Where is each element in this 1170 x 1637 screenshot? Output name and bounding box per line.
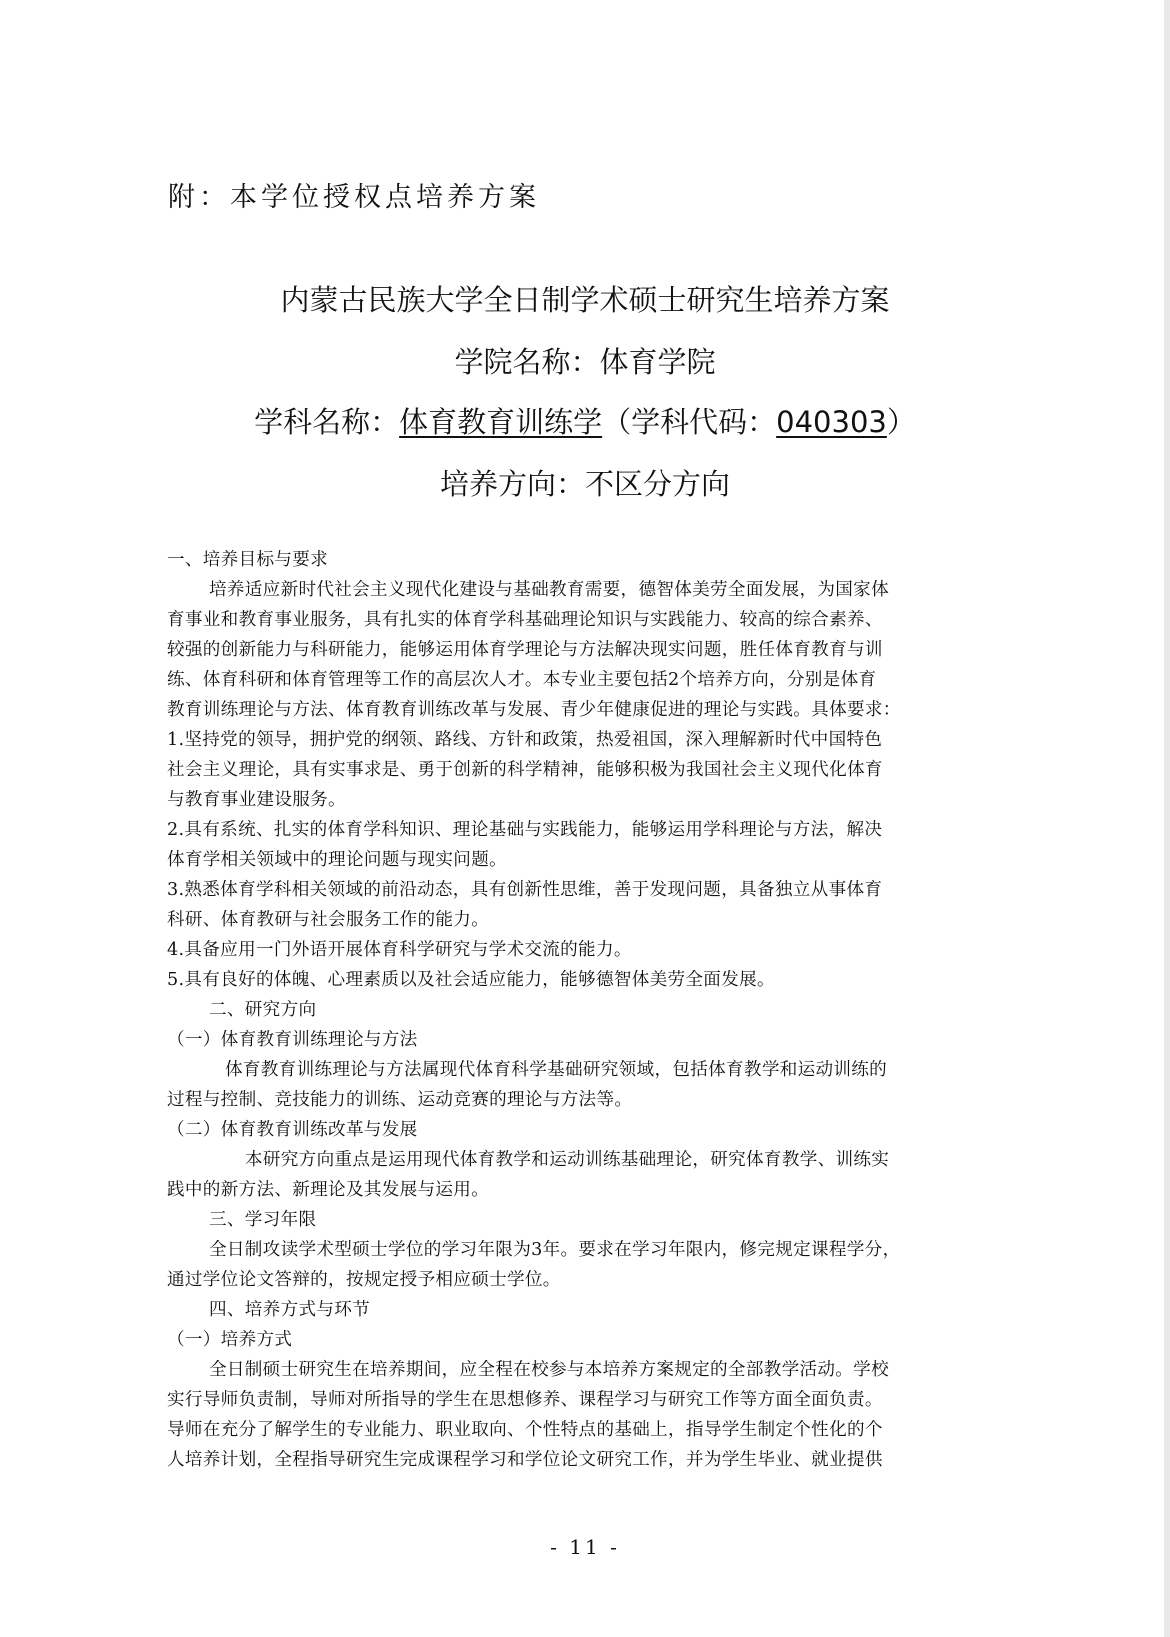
page-edge-shadow [1164, 0, 1170, 1637]
discipline-code-suffix: ） [886, 405, 916, 439]
discipline-line [0, 400, 1170, 444]
paragraph-line: 教育训练理论与方法、体育教育训练改革与发展、青少年健康促进的理论与实践。具体要求： [167, 700, 901, 720]
paragraph-line: 体育教育训练理论与方法属现代体育科学基础研究领域，包括体育教学和运动训练的 [225, 1060, 888, 1080]
section-2-sub-2-title: （二）体育教育训练改革与发展 [167, 1120, 418, 1140]
paragraph-line: 培养适应新时代社会主义现代化建设与基础教育需要，德智体美劳全面发展，为国家体 [209, 580, 889, 600]
college-name: 学院名称：体育学院 [454, 345, 716, 379]
section-2-sub-1-text [167, 1055, 1030, 1115]
paragraph-line: 本研究方向重点是运用现代体育教学和运动训练基础理论，研究体育教学、训练实 [245, 1150, 890, 1170]
paragraph-line: 2.具有系统、扎实的体育学科知识、理论基础与实践能力，能够运用学科理论与方法，解决 [167, 820, 883, 840]
paragraph-line: 与教育事业建设服务。 [167, 790, 346, 810]
section-2-sub-2-text [167, 1145, 1030, 1205]
training-direction: 培养方向：不区分方向 [439, 467, 730, 501]
paragraph-line: 科研、体育教研与社会服务工作的能力。 [167, 910, 490, 930]
document-body [167, 545, 1030, 1475]
paragraph-line: 社会主义理论，具有实事求是、勇于创新的科学精神，能够积极为我国社会主义现代化体育 [167, 760, 883, 780]
section-4-sub-1-title: （一）培养方式 [167, 1330, 293, 1350]
paragraph-line: 通过学位论文答辩的，按规定授予相应硕士学位。 [167, 1270, 561, 1290]
appendix-title: 附：本学位授权点培养方案 [168, 182, 540, 213]
paragraph-line: 较强的创新能力与科研能力，能够运用体育学理论与方法解决现实问题，胜任体育教育与训 [167, 640, 883, 660]
section-2-sub-1-title: （一）体育教育训练理论与方法 [167, 1030, 418, 1050]
paragraph-line: 导师在充分了解学生的专业能力、职业取向、个性特点的基础上，指导学生制定个性化的个 [167, 1420, 883, 1440]
paragraph-line: 人培养计划，全程指导研究生完成课程学习和学位论文研究工作，并为学生毕业、就业提供 [167, 1450, 883, 1470]
discipline-code: 040303 [776, 405, 887, 439]
requirement-item-4: 4.具备应用一门外语开展体育科学研究与学术交流的能力。 [167, 940, 632, 960]
section-1-title: 一、培养目标与要求 [167, 550, 329, 570]
paragraph-line: 实行导师负责制，导师对所指导的学生在思想修养、课程学习与研究工作等方面全面负责。 [167, 1390, 883, 1410]
section-4-title: 四、培养方式与环节 [209, 1300, 371, 1320]
requirement-item-1 [167, 725, 1030, 815]
discipline-code-prefix: （学科代码： [602, 405, 777, 439]
requirement-item-2 [167, 815, 1030, 875]
discipline-prefix: 学科名称： [254, 405, 400, 439]
page-number: - 11 - [550, 1535, 620, 1559]
discipline-name: 体育教育训练学 [399, 405, 603, 439]
section-1-paragraph [167, 575, 1030, 725]
section-4-sub-1-text [167, 1355, 1030, 1475]
paragraph-line: 过程与控制、竞技能力的训练、运动竞赛的理论与方法等。 [167, 1090, 633, 1110]
paragraph-line: 练、体育科研和体育管理等工作的高层次人才。本专业主要包括2个培养方向，分别是体育 [167, 670, 877, 690]
paragraph-line: 全日制硕士研究生在培养期间，应全程在校参与本培养方案规定的全部教学活动。学校 [209, 1360, 889, 1380]
requirement-item-3 [167, 875, 1030, 935]
paragraph-line: 全日制攻读学术型硕士学位的学习年限为3年。要求在学习年限内，修完规定课程学分， [209, 1240, 901, 1260]
paragraph-line: 1.坚持党的领导，拥护党的纲领、路线、方针和政策，热爱祖国，深入理解新时代中国特色 [167, 730, 883, 750]
paragraph-line: 育事业和教育事业服务，具有扎实的体育学科基础理论知识与实践能力、较高的综合素养、 [167, 610, 883, 630]
main-title: 内蒙古民族大学全日制学术硕士研究生培养方案 [280, 283, 890, 317]
paragraph-line: 体育学相关领域中的理论问题与现实问题。 [167, 850, 507, 870]
section-3-title: 三、学习年限 [209, 1210, 317, 1230]
paragraph-line: 3.熟悉体育学科相关领域的前沿动态，具有创新性思维，善于发现问题，具备独立从事体育 [167, 880, 883, 900]
section-2-title: 二、研究方向 [209, 1000, 317, 1020]
requirement-item-5: 5.具有良好的体魄、心理素质以及社会适应能力，能够德智体美劳全面发展。 [167, 970, 775, 990]
section-3-text [167, 1235, 1030, 1295]
paragraph-line: 践中的新方法、新理论及其发展与运用。 [167, 1180, 490, 1200]
